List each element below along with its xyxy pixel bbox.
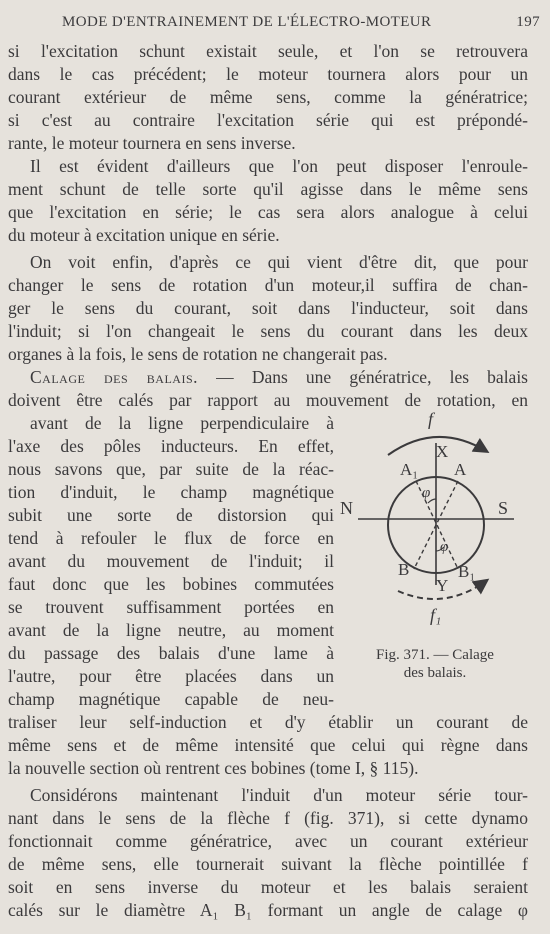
text-line: si c'est au contraire l'excitation série qui est prépondé- xyxy=(8,110,528,130)
caption-line: Fig. 371. — Calage xyxy=(376,647,494,663)
label-y: Y xyxy=(436,576,449,595)
label-a: A xyxy=(454,460,467,479)
text-line: de même sens, elle tournerait suivant la flèche pointillée f xyxy=(8,854,528,874)
label-n: N xyxy=(340,498,353,518)
text-line: traliser leur self-induction et d'y établir un courant de xyxy=(8,712,528,732)
text-line: du moteur à excitation unique en série. xyxy=(8,225,280,245)
text-line: organes à la fois, le sens de rotation ne changerait pas. xyxy=(8,344,388,364)
text-line: On voit enfin, d'après ce qui vient d'être dit, que pour xyxy=(30,252,528,272)
text-line: champ magnétique capable de neu- xyxy=(8,689,334,709)
page-number: 197 xyxy=(516,14,540,30)
text-line: tion d'induit, le champ magnétique xyxy=(8,482,334,502)
text-line: calés sur le diamètre A₁ B₁ formant un angle de calage φ xyxy=(8,900,528,920)
brush-setting-diagram xyxy=(336,405,536,635)
text-line: si l'excitation schunt existait seule, et l'on se retrouvera xyxy=(8,41,528,61)
label-b: B xyxy=(398,560,410,579)
text-line: l'axe des pôles inducteurs. En effet, xyxy=(8,436,334,456)
text-line: changer le sens de rotation d'un moteur,il suffira de chan- xyxy=(8,275,528,295)
text-line: l'autre, pour être placées dans un xyxy=(8,666,334,686)
text-line: nous savons que, par suite de la réac- xyxy=(8,459,334,479)
text-line: Calage des balais. — Dans une génératrice, les balais xyxy=(30,367,528,387)
running-head: MODE D'ENTRAINEMENT DE L'ÉLECTRO-MOTEUR xyxy=(62,14,432,30)
text-line: avant de la ligne perpendiculaire à xyxy=(30,413,334,433)
text-line: doivent être calés par rapport au mouvement de rotation, en xyxy=(8,390,528,410)
page-header xyxy=(0,14,550,38)
text-line: fonctionnait comme génératrice, avec un courant extérieur xyxy=(8,831,528,851)
label-b1: B₁ xyxy=(458,562,476,581)
text-line: l'induit; si l'on changeait le sens du courant dans les deux xyxy=(8,321,528,341)
text-line: Il est évident d'ailleurs que l'on peut disposer l'enroule- xyxy=(30,156,528,176)
text-line: la nouvelle section où rentrent ces bobines (tome I, § 115). xyxy=(8,758,419,778)
label-x: X xyxy=(436,442,449,461)
text-line: avant du mouvement de l'induit; il xyxy=(8,551,334,571)
text-line: nant dans le sens de la flèche f (fig. 371), si cette dynamo xyxy=(8,808,528,828)
text-line: rante, le moteur tournera en sens inverse. xyxy=(8,133,296,153)
text-line: se trouvent suffisamment portées en xyxy=(8,597,334,617)
text-line: ment schunt de telle sorte qu'il agisse dans le même sens xyxy=(8,179,528,199)
label-f-top: f xyxy=(428,409,434,429)
text-line: subit une sorte de distorsion qui xyxy=(8,505,334,525)
text-line: ger le sens du courant, soit dans l'inducteur, soit dans xyxy=(8,298,528,318)
label-a1: A₁ xyxy=(400,460,419,479)
text-line: du passage des balais d'une lame à xyxy=(8,643,334,663)
text-line: même sens et de même intensité que celui qui règne dans xyxy=(8,735,528,755)
caption-line: des balais. xyxy=(403,665,467,681)
figure-caption xyxy=(350,646,520,682)
text-line: avant de la ligne neutre, au moment xyxy=(8,620,334,640)
text-line: tend à refouler le flux de force en xyxy=(8,528,334,548)
label-phi-top: φ xyxy=(422,485,431,501)
text-line: que l'excitation en série; le cas sera alors analogue à celui xyxy=(8,202,528,222)
text-line: dans le cas précédent; le moteur tournera alors pour un xyxy=(8,64,528,84)
label-f1: f₁ xyxy=(430,605,442,625)
label-s: S xyxy=(498,498,509,518)
text-line: courant extérieur de même sens, comme la génératrice; xyxy=(8,87,528,107)
text-line: Considérons maintenant l'induit d'un moteur série tour- xyxy=(30,785,528,805)
section-heading: Calage des balais. xyxy=(30,367,199,387)
text-line: faut donc que les bobines commutées xyxy=(8,574,334,594)
label-phi-bottom: φ xyxy=(440,539,449,555)
text-line: soit en sens inverse du moteur et les balais seraient xyxy=(8,877,528,897)
